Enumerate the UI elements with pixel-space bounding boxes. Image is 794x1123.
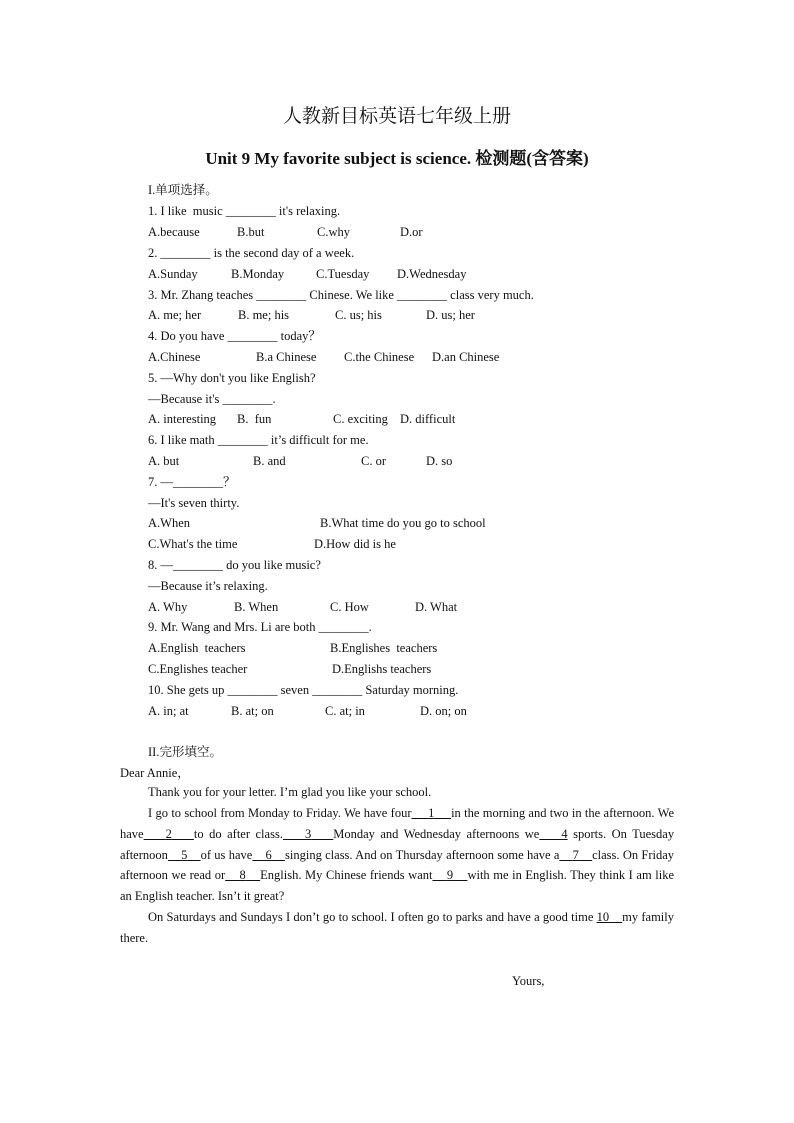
option: C.the Chinese [344, 350, 415, 364]
question-stem: 4. Do you have ________ today？ [148, 329, 321, 343]
option: A. in; at [148, 704, 189, 718]
paragraph-text: to do after class. [193, 826, 283, 841]
option: C. exciting [333, 412, 388, 426]
option: C. How [330, 600, 369, 614]
paragraph-text: class. On Friday afternoon we read or [120, 847, 675, 883]
option: D. What [415, 600, 458, 614]
option: A.Sunday [148, 267, 198, 281]
option: C.why [317, 225, 350, 239]
option: A.because [148, 225, 200, 239]
option: D.an Chinese [432, 350, 500, 364]
option: B. at; on [231, 704, 274, 718]
blank-number: 9 [446, 868, 454, 883]
option: C.What's the time [148, 537, 238, 551]
blank-number: 4 [561, 826, 568, 841]
option: B. When [234, 600, 279, 614]
option: D.Englishs teachers [332, 662, 432, 676]
paragraph-text: I go to school from Monday to Friday. We have four [148, 806, 412, 820]
option: C. at; in [325, 704, 365, 718]
option: C. us; his [335, 308, 382, 322]
blank-number: 5 [181, 847, 188, 862]
blank-number: 2 [165, 826, 172, 841]
blank-number: 10 [596, 910, 610, 924]
blank-number: 3 [304, 826, 312, 841]
paragraph-text: in the morning and two in the afternoon. We have [120, 806, 674, 841]
question-stem: 3. Mr. Zhang teaches ________ Chinese. We like ________ class very much. [148, 288, 534, 302]
option: B.a Chinese [256, 350, 317, 364]
option: A. interesting [148, 412, 217, 426]
letter-closing: Yours, [512, 974, 545, 988]
option: C. or [361, 454, 386, 468]
option: A. but [148, 454, 180, 468]
paragraph-text: with me in English. They think I am like an English teacher. Isn’t it great? [120, 868, 675, 904]
option: B. fun [237, 412, 272, 426]
option: B. and [253, 454, 286, 468]
question-stem-line2: —It's seven thirty. [148, 496, 240, 510]
option: C.Tuesday [316, 267, 370, 281]
option: B.Englishes teachers [330, 641, 438, 655]
letter-paragraph [120, 907, 674, 949]
option: B. me; his [238, 308, 290, 322]
option: B.but [237, 225, 265, 239]
option: D. so [426, 454, 453, 468]
paragraph-text: English. My Chinese friends want [260, 868, 433, 883]
option: A.English teachers [148, 641, 246, 655]
blank-number: 7 [572, 847, 579, 862]
section-heading: I.单项选择。 [148, 183, 218, 197]
question-stem: 1. I like music ________ it's relaxing. [148, 204, 341, 218]
question-stem-line2: —Because it’s relaxing. [148, 579, 268, 593]
option: A.When [148, 516, 190, 530]
option: A.Chinese [148, 350, 201, 364]
question-stem: 10. She gets up ________ seven ________ Saturday morning. [148, 683, 459, 697]
question-stem: 9. Mr. Wang and Mrs. Li are both ________. [148, 620, 372, 634]
blank-number: 1 [428, 806, 435, 820]
option: B.Monday [231, 267, 285, 281]
paragraph-text: On Saturdays and Sundays I don’t go to school. I often go to parks and have a good time [148, 910, 597, 924]
paragraph-text: my family there. [120, 910, 674, 945]
paragraph-text: Monday and Wednesday afternoons we [333, 826, 540, 841]
letter-paragraph [120, 782, 674, 803]
option: D. difficult [400, 412, 456, 426]
blank-number: 6 [265, 847, 272, 862]
option: D.Wednesday [397, 267, 467, 281]
section-heading: II.完形填空。 [148, 745, 222, 759]
option: A. me; her [148, 308, 202, 322]
option: D. on; on [420, 704, 467, 718]
question-stem-line2: —Because it's ________. [148, 392, 276, 406]
paragraph-text: of us have [200, 847, 253, 862]
question-stem: 6. I like math ________ it’s difficult for me. [148, 433, 369, 447]
paragraph-text: singing class. And on Thursday afternoon some have a [285, 847, 560, 862]
document-title: 人教新目标英语七年级上册 [282, 106, 511, 127]
letter-paragraph [120, 803, 674, 907]
question-stem: 7. —________？ [148, 475, 236, 489]
option: C.Englishes teacher [148, 662, 248, 676]
question-stem: 2. ________ is the second day of a week. [148, 246, 355, 260]
option: D.or [400, 225, 423, 239]
option: D.How did is he [314, 537, 396, 551]
paragraph-text: sports. On Tuesday afternoon [120, 826, 675, 862]
document-subtitle: Unit 9 My favorite subject is science. 检测题(含答案) [205, 149, 589, 168]
option: B.What time do you go to school [320, 516, 486, 530]
question-stem: 8. —________ do you like music? [148, 558, 321, 572]
option: A. Why [148, 600, 188, 614]
letter-greeting: Dear Annie， [120, 766, 190, 780]
question-stem: 5. —Why don't you like English? [148, 371, 316, 385]
option: D. us; her [426, 308, 475, 322]
paragraph-text: Thank you for your letter. I’m glad you like your school. [148, 785, 432, 799]
blank-number: 8 [239, 868, 246, 883]
